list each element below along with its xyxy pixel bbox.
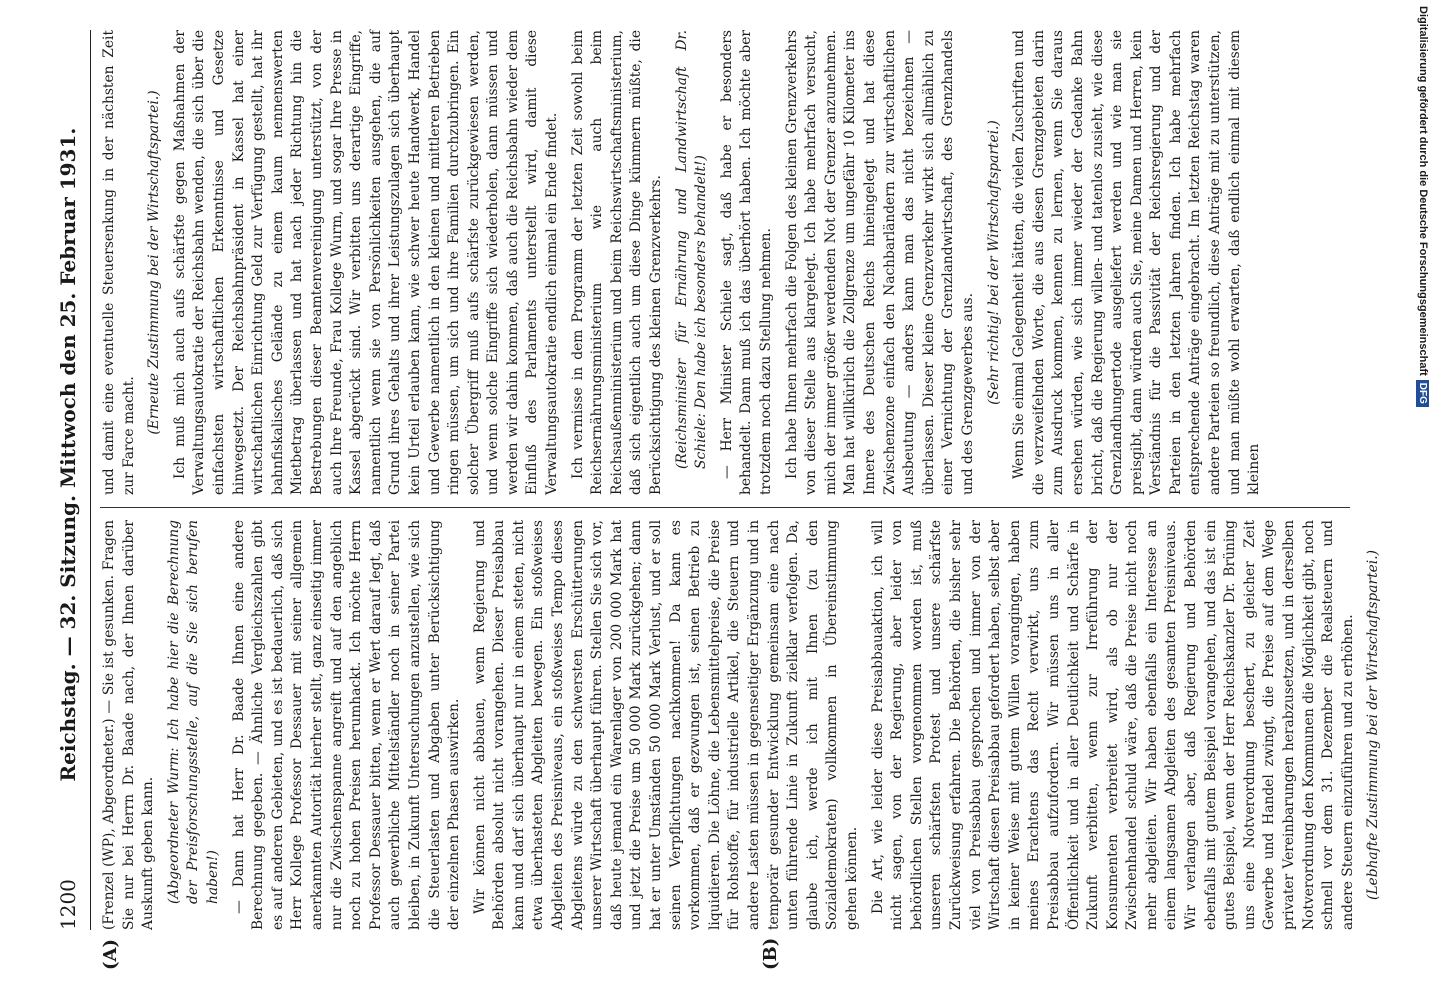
funding-credit-strip <box>1412 0 1434 1000</box>
paragraph: Ich vermisse in dem Programm der letzten Zeit sowohl beim Reichsernährungsministerium wie auch beim Reichsaußenministerium und beim Reichswirtschaftsministerium, daß sich eigentlich auch um diese Dinge kümmern müßte, die Berücksichtigung des kleinen Grenzverkehrs. <box>569 30 665 495</box>
paragraph: Wir können nicht abbauen, wenn Regierung und Behörden absolut nicht vorangehen. Dieser Preisabbau kann und darf sich überhaupt nur in einem steten, nicht etwa überhasteten Abgleiten bewegen. Ein stoßweises Abgleiten des Preisniveaus, ein stoßweises Tempo dieses Abgleitens würde zu den schwersten Erschütterungen unserer Wirtschaft überhaupt führen. Stellen Sie sich vor, daß heute jemand ein Warenlager von 200 000 Mark hat und jetzt die Preise um 50 000 Mark zurückgehen; dann hat er unter Umständen 50 000 Mark Verlust, und er soll seinen Verpflichtungen nachkommen! Da kann es vorkommen, daß er gezwungen ist, seinen Betrieb zu liquidieren. Die Löhne, die Lebensmittelpreise, die Preise für Rohstoffe, für industrielle Artikel, die Steuern und andere Lasten müssen in gegenseitiger Ergänzung und in temporär gesunder Entwicklung gemeinsam eine nach unten führende Linie in Zukunft zielklar verfolgen. Da, glaube ich, werde ich mit Ihnen (zu den Sozialdemokraten) vollkommen in Übereinstimmung gehen können. <box>471 520 860 930</box>
paragraph: und damit eine eventuelle Steuersenkung in der nächsten Zeit zur Farce macht. <box>101 30 137 495</box>
paragraph: — Herr Minister Schiele sagt, daß habe er besonders behandelt. Dann muß ich das überhört haben. Ich möchte aber trotzdem noch dazu Stellung nehmen. <box>718 30 774 495</box>
margin-mark-a: (A) <box>100 939 121 970</box>
dfg-logo: DFG <box>1417 380 1430 407</box>
paragraph: Wenn Sie einmal Gelegenheit hätten, die vielen Zuschriften und die verzweifelnden Worte, die aus diesen Grenzgebieten darin zum Ausdruck kommen, kennen zu lernen, wenn Sie daraus ersehen würden, wie sich immer wieder der Gedanke Bahn bricht, daß die Regierung willen- und tatenlos zusieht, wie diese Grenzlandhungertode ausgeliefert werden und wie man sie preisgibt, dann würden auch Sie, meine Damen und Herren, kein Verständnis für die Passivität der Reichsregierung und der Parteien in den letzten Jahren finden. Ich habe mehrfach entsprechende Anträge eingebracht. Im letzten Reichstag waren andere Parteien so freundlich, diese Anträge mit zu unterstützen, und man müßte wohl erwarten, daß endlich einmal mit diesem kleinen <box>1011 30 1263 495</box>
paragraph: Die Art, wie leider diese Preisabbauaktion, ich will nicht sagen, von der Regierung, aber leider von behördlichen Stellen vorgenommen worden ist, muß unseren schärfsten Protest und unsere schärfste Zurückweisung erfahren. Die Behörden, die bisher sehr viel von Preisabbau gesprochen und immer von der Wirtschaft diesen Preisabbau gefordert haben, selbst aber in keiner Weise mit gutem Willen vorangingen, haben meines Erachtens das Recht verwirkt, uns zum Preisabbau aufzufordern. Wir müssen uns in aller Öffentlichkeit und in aller Deutlichkeit und Schärfe in Zukunft verbitten, wenn zur Irreführung der Konsumenten verbreitet wird, als ob nur der Zwischenhandel schuld wäre, daß die Preise nicht noch mehr abgleiten. Wir haben ebenfalls ein Interesse an einem langsamen Abgleiten des gesamten Preisniveaus. Wir verlangen aber, daß Regierung und Behörden ebenfalls mit gutem Beispiel vorangehen, und das ist ein gutes Beispiel, wenn der Herr Reichskanzler Dr. Brüning uns eine Notverordnung beschert, zu gleicher Zeit Gewerbe und Handel zwingt, die Preise auf dem Wege privater Vereinbarungen herabzusetzen, und in derselben Notverordnung den Kommunen die Möglichkeit gibt, noch schnell vor dem 31. Dezember die Realsteuern und andere Steuern einzuführen und zu erhöhen. <box>869 520 1356 930</box>
paragraph: (Frenzel (WP), Abgeordneter.) — Sie ist gesunken. Fragen Sie nur bei Herrn Dr. Baade nach, der Ihnen darüber Auskunft geben kann. <box>101 520 157 930</box>
interjection: (Abgeordneter Wurm: Ich habe hier die Berechnung der Preisforschungsstelle, auf die Sie sich berufen haben!) <box>165 520 221 904</box>
column-divider <box>100 507 1350 508</box>
right-column <box>100 30 1350 495</box>
paragraph: Ich muß mich auch aufs schärfste gegen Maßnahmen der Verwaltungsautokratie der Reichsbahn wenden, die sich über die einfachsten wirtschaftlichen Erkenntnisse und Gesetze hinwegsetzt. Der Reichsbahnpräsident in Kassel hat einer wirtschaftlichen Einrichtung Geld zur Verfügung gestellt, hat ihr bahnfiskalisches Gelände zu einem kaum nennenswerten Mietbetrag überlassen und hat nach jeder Richtung hin die Bestrebungen dieser Beamtenvereinigung unterstützt, von der auch Ihre Freunde, Frau Kollege Wurm, und sogar Ihre Presse in Kassel abgerückt sind. Wir verbitten uns derartige Eingriffe, namentlich wenn sie von Persönlichkeiten ausgehen, die auf Grund ihres Gehalts und ihrer Leistungszulagen sich überhaupt kein Urteil erlauben kann, wie schwer heute Handwerk, Handel und Gewerbe namentlich in den kleinen und mittleren Betrieben ringen müssen, um sich und ihre Familien durchzubringen. Ein solcher Übergriff muß aufs schärfste zurückgewiesen werden, und wenn solche Eingriffe sich wiederholen, dann müssen und werden wir dahin kommen, daß auch die Reichsbahn wieder dem Einfluß des Parlaments unterstellt wird, damit diese Verwaltungsautokratie endlich einmal ein Ende findet. <box>171 30 561 495</box>
paragraph: — Dann hat Herr Dr. Baade Ihnen eine andere Berechnung gegeben. — Ähnliche Vergleichszahlen gibt es auf anderen Gebieten, und es ist bedauerlich, daß sich Herr Kollege Professor Dessauer mit seiner allgemein anerkannten Autorität hierher stellt, ganz einseitig immer nur die Zwischenspanne angreift und auf den angeblich noch zu hohen Preisen herumhackt. Ich möchte Herrn Professor Dessauer bitten, wenn er Wert darauf legt, daß auch gewerbliche Mittelständler noch in seiner Partei bleiben, in Zukunft Untersuchungen anzustellen, wie sich die Steuerlasten und Abgaben unter Berücksichtigung der einzelnen Phasen auswirken. <box>230 520 463 930</box>
margin-mark-b: (B) <box>760 937 781 970</box>
interjection: (Lebhafte Zustimmung bei der Wirtschaftspartei.) <box>1365 550 1382 900</box>
page-title: Reichstag. — 32. Sitzung. Mittwoch den 25. Februar 1931. <box>56 127 80 782</box>
interjection: (Sehr richtig! bei der Wirtschaftspartei.) <box>985 120 1002 405</box>
funding-credit-text: Digitalisierung gefördert durch die Deutsche Forschungsgemeinschaft <box>1417 6 1429 376</box>
page-header <box>48 30 88 930</box>
header-rule <box>90 30 91 930</box>
interjection: (Reichsminister für Ernährung und Landwirtschaft Dr. Schiele: Den habe ich besonders behandelt!) <box>673 30 710 469</box>
paragraph: Ich habe Ihnen mehrfach die Folgen des kleinen Grenzverkehrs von dieser Stelle aus klargelegt. Ich habe mehrfach versucht, mich der immer größer werdenden Not der Grenzer anzunehmen. Man hat willkürlich die Zollgrenze um ungefähr 10 Kilometer ins Innere des Deutschen Reichs hineingelegt und hat diese Zwischenzone einfach den Nachbarländern zur wirtschaftlichen Ausbeutung — anders kann man das nicht bezeichnen — überlassen. Dieser kleine Grenzverkehr wirkt sich allmählich zu einer Vernichtung der Grenzlandwirtschaft, des Grenzhandels und des Grenzgewerbes aus. <box>783 30 976 495</box>
rotated-document-page <box>40 0 1380 1000</box>
page-number: 1200 <box>56 879 80 930</box>
interjection: (Erneute Zustimmung bei der Wirtschaftspartei.) <box>146 90 163 435</box>
left-column <box>100 520 1382 930</box>
